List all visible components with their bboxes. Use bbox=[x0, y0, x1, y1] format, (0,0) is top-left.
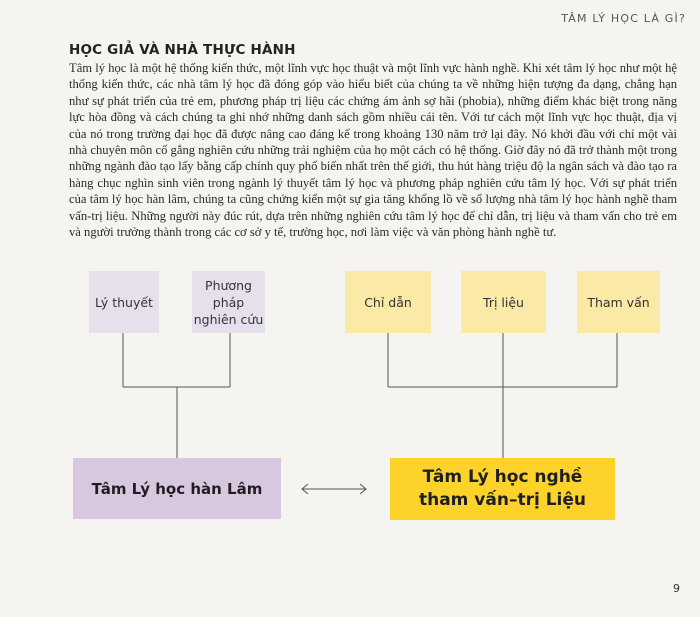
box-tam-ly-hoc-han-lam: Tâm Lý học hàn Lâm bbox=[73, 458, 281, 519]
box-ly-thuyet: Lý thuyết bbox=[89, 271, 159, 333]
box-phuong-phap-nghien-cuu: Phương pháp nghiên cứu bbox=[192, 271, 265, 333]
page-number: 9 bbox=[673, 582, 680, 595]
box-tam-ly-hoc-nghe-tham-van-tri-lieu: Tâm Lý học nghề tham vấn–trị Liệu bbox=[390, 458, 615, 520]
running-head: TÂM LÝ HỌC LÀ GÌ? bbox=[561, 12, 686, 25]
box-tri-lieu: Trị liệu bbox=[461, 271, 546, 333]
body-paragraph: Tâm lý học là một hệ thống kiến thức, một lĩnh vực học thuật và một lĩnh vực hành nghề. Khi xét tâm lý học như một hệ thống kiến thức, các nhà tâm lý học đã đóng góp vào hiểu biết của chúng ta về những hiện tượng đa dạng, chẳng hạn như sự phát triển của trẻ em, phương pháp trị liệu các chứng ám ảnh sợ hãi (phobia), những điểm khác biệt trong năng lực hòa đồng và cách chúng ta ghi nhớ những danh sách gồm nhiều cái tên. Với tư cách một lĩnh vực học thuật, địa vị của nó trong trường đại học đã được nâng cao đáng kể trong khoảng 130 năm trở lại đây. Nó khởi đầu với chỉ một vài nhà chuyên môn cố gắng nghiên cứu những trải nghiệm của họ một cách có hệ thống. Giờ đây nó đã trở thành một trong những ngành đào tạo lấy bằng cấp chính quy phổ biến nhất trên thế giới, thu hút hàng triệu độ la ngân sách và đào tạo ra hàng chục nghìn sinh viên trong ngành lý thuyết tâm lý học và phương pháp nghiên cứu tâm lý học. Với sự phát triển của tâm lý học hàn lâm, chúng ta cũng chứng kiến một sự gia tăng khổng lồ về số lượng nhà tâm lý học hành nghề tham vấn-trị liệu. Những người này đúc rút, dựa trên những nghiên cứu tâm lý học để chỉ dẫn, trị liệu và tham vấn cho trẻ em và người trưởng thành trong các cơ sở y tế, trường học, nơi làm việc và văn phòng hành nghề tư. bbox=[69, 61, 677, 240]
box-tham-van: Tham vấn bbox=[577, 271, 660, 333]
section-heading: HỌC GIẢ VÀ NHÀ THỰC HÀNH bbox=[69, 42, 296, 58]
box-chi-dan: Chỉ dẫn bbox=[345, 271, 431, 333]
